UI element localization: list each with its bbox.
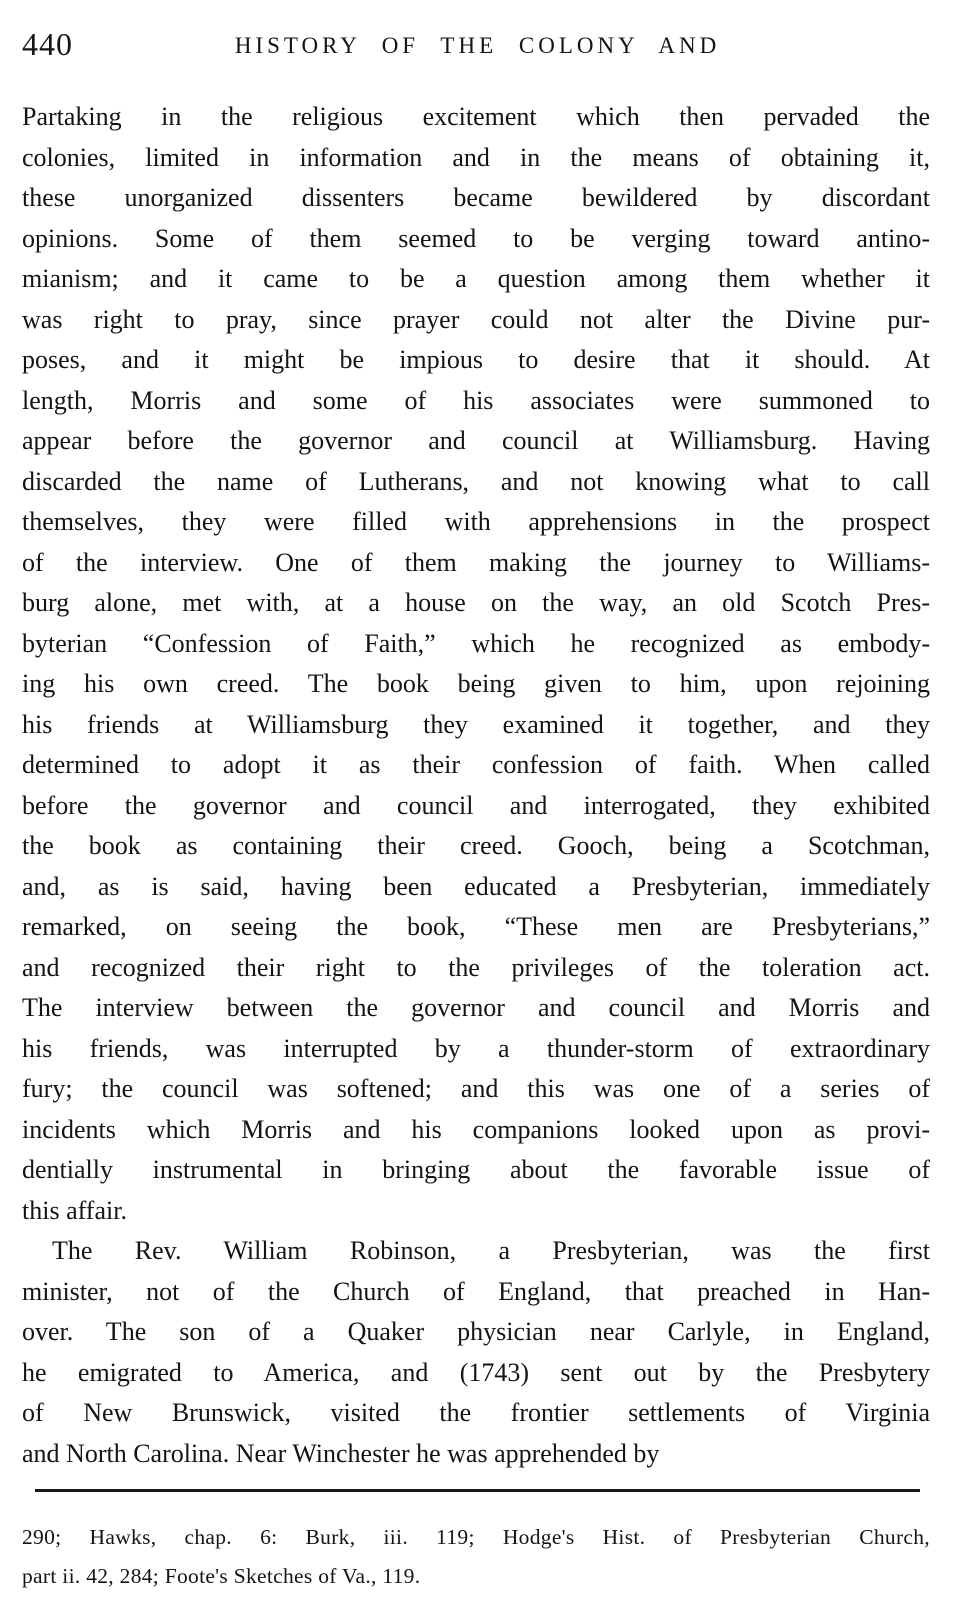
text-line: The interview between the governor and council and Morris and (22, 993, 930, 1022)
text-line: themselves, they were filled with apprehensions in the prospect (22, 507, 930, 536)
text-line: remarked, on seeing the book, “These men are Presbyterians,” (22, 912, 930, 941)
text-line: of New Brunswick, visited the frontier settlements of Virginia (22, 1398, 930, 1427)
text-line: colonies, limited in information and in the means of obtaining it, (22, 142, 930, 172)
text-line: burg alone, met with, at a house on the way, an old Scotch Pres- (22, 588, 930, 617)
text-line: ing his own creed. The book being given to him, upon rejoining (22, 669, 930, 698)
running-title: HISTORY OF THE COLONY AND (234, 33, 721, 58)
text-line: these unorganized dissenters became bewildered by discordant (22, 183, 930, 212)
text-line: mianism; and it came to be a question among them whether it (22, 264, 930, 293)
text-line: this affair. (22, 1195, 127, 1225)
text-line: and, as is said, having been educated a Presbyterian, immediately (22, 871, 930, 901)
text-line: discarded the name of Lutherans, and not knowing what to call (22, 466, 930, 496)
text-line: his friends at Williamsburg they examined it together, and they (22, 709, 930, 739)
text-line: opinions. Some of them seemed to be verging toward antino- (22, 223, 930, 253)
text-line: the book as containing their creed. Gooch, being a Scotchman, (22, 831, 930, 860)
text-line: 290; Hawks, chap. 6: Burk, iii. 119; Hodge's Hist. of Presbyterian Church, (22, 1525, 930, 1549)
text-line: fury; the council was softened; and this was one of a series of (22, 1074, 930, 1103)
text-line: minister, not of the Church of England, that preached in Han- (22, 1276, 930, 1306)
text-line: and recognized their right to the privileges of the toleration act. (22, 952, 930, 982)
footnote (22, 1518, 930, 1596)
text-line: length, Morris and some of his associates were summoned to (22, 385, 930, 415)
page-number: 440 (22, 26, 73, 62)
text-line: before the governor and council and interrogated, they exhibited (22, 790, 930, 820)
paragraph (22, 97, 930, 1231)
page-header (0, 24, 955, 68)
text-line: dentially instrumental in bringing about the favorable issue of (22, 1155, 930, 1184)
text-line: was right to pray, since prayer could not alter the Divine pur- (22, 304, 930, 334)
body-text (22, 97, 930, 1474)
paragraph (22, 1231, 930, 1474)
text-line: his friends, was interrupted by a thunder-storm of extraordinary (22, 1033, 930, 1063)
text-line: he emigrated to America, and (1743) sent out by the Presbytery (22, 1357, 930, 1387)
text-line: of the interview. One of them making the journey to Williams- (22, 547, 930, 577)
text-line: appear before the governor and council at Williamsburg. Having (22, 426, 930, 455)
text-line: Partaking in the religious excitement which then pervaded the (22, 102, 930, 131)
text-line: part ii. 42, 284; Foote's Sketches of Va., 119. (22, 1564, 421, 1588)
text-line: The Rev. William Robinson, a Presbyterian, was the first (52, 1236, 930, 1265)
text-line: poses, and it might be impious to desire that it should. At (22, 345, 930, 374)
footnote-rule (35, 1489, 920, 1492)
text-line: determined to adopt it as their confession of faith. When called (22, 750, 930, 779)
text-line: byterian “Confession of Faith,” which he recognized as embody- (22, 628, 930, 658)
text-line: and North Carolina. Near Winchester he was apprehended by (22, 1438, 660, 1468)
text-line: incidents which Morris and his companions looked upon as provi- (22, 1114, 930, 1144)
text-line: over. The son of a Quaker physician near Carlyle, in England, (22, 1317, 930, 1346)
